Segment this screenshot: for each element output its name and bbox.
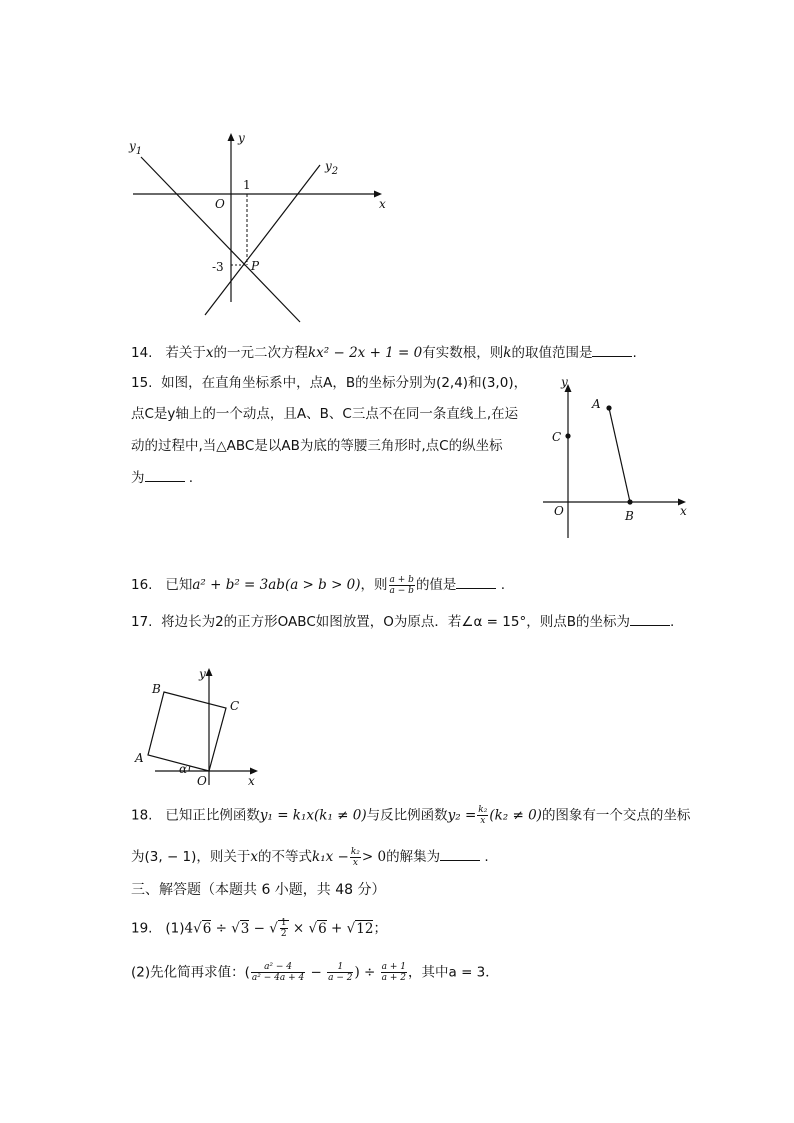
label-c: C — [230, 699, 240, 713]
figure-rotated-square — [125, 660, 270, 790]
line-y1 — [141, 157, 300, 322]
question-15-line3: 动的过程中,当△ABC是以AB为底的等腰三角形时,点C的纵坐标 — [131, 438, 503, 454]
question-15-line4: 为 . — [131, 467, 193, 488]
question-18-line2: 为(3, − 1)，则关于x的不等式k₁x − $\frac{\text{k₂}}{x}$ > 0的解集为 . — [131, 846, 489, 868]
answer-blank — [456, 574, 496, 589]
question-number: 19. — [131, 920, 153, 937]
y-axis-arrow — [228, 133, 235, 141]
question-19-part2: (2)先化简再求值：( $\frac{\text{a² − 4}}{\text{a² − 4a + 4}}$ − $\frac{1}{a - 2}$ ) ÷ $\frac{a + 1}{a + 2}$ ，其中a = 3． — [131, 962, 499, 983]
question-number: 15. — [131, 375, 153, 391]
label-y-axis: y — [238, 131, 245, 145]
equation: kx² − 2x + 1 = 0 — [307, 345, 423, 361]
question-number: 16. — [131, 577, 153, 593]
answer-blank — [630, 611, 670, 626]
label-alpha: α — [179, 762, 188, 776]
question-15-line1: 15. 如图，在直角坐标系中，点A，B的坐标分别为(2,4)和(3,0)， — [131, 375, 528, 391]
y-axis-arrow — [206, 668, 213, 676]
question-17: 17. 将边长为2的正方形OABC如图放置，O为原点．若∠α = 15°，则点B的坐标为 . — [131, 611, 674, 632]
label-a: A — [135, 751, 144, 765]
tick-neg3: -3 — [212, 260, 224, 274]
question-18-line1: 18. 已知正比例函数y₁ = k₁x(k₁ ≠ 0)与反比例函数y₂ = $\frac{\text{k₂}}{x}$ (k₂ ≠ 0)的图象有一个交点的坐标 — [131, 805, 691, 826]
angle-alpha-arc — [189, 766, 190, 771]
segment-ab — [609, 408, 630, 502]
fraction: $\frac{1}{a - 2}$ — [328, 962, 353, 983]
equation: a² + b² = 3ab(a > b > 0) — [192, 577, 361, 593]
point-c — [565, 433, 570, 438]
fraction: $\frac{\text{k₂}}{x}$ — [478, 805, 488, 826]
fraction: $\frac{\text{k₂}}{x}$ — [350, 846, 360, 868]
point-a — [606, 405, 611, 410]
question-19-part1: 19. (1)4√6 ÷ √3 − √ $\frac{1}{2}$ × √6 + √12； — [131, 918, 387, 939]
fraction: $\frac{\text{a² − 4}}{\text{a² − 4a + 4}}$ — [251, 962, 305, 983]
label-x-axis: x — [680, 504, 687, 518]
point-b — [627, 499, 632, 504]
square-oabc — [148, 692, 226, 771]
label-a: A — [592, 397, 601, 411]
fraction: $\frac{1}{2}$ — [280, 918, 287, 939]
fraction: $\frac{a + 1}{a + 2}$ — [381, 962, 407, 983]
label-y-axis: y — [561, 375, 568, 389]
label-c: C — [552, 430, 562, 444]
figure-triangle-coords — [540, 370, 695, 545]
question-16: 16. 已知a² + b² = 3ab(a > b > 0)，则 $\frac{a + b}{a - b}$ 的值是 . — [131, 574, 506, 596]
label-b: B — [625, 509, 634, 523]
tick-1: 1 — [243, 178, 251, 192]
answer-blank — [145, 467, 185, 482]
question-14: 14. 若关于x的一元二次方程kx² − 2x + 1 = 0有实数根，则k的取值范围是 . — [131, 342, 637, 363]
label-x-axis: x — [379, 197, 386, 211]
question-15-line2: 点C是y轴上的一个动点，且A、B、C三点不在同一条直线上,在运 — [131, 406, 519, 422]
label-point-p: P — [251, 259, 260, 273]
fraction: $\frac{a + b}{a - b}$ — [389, 574, 414, 596]
label-x-axis: x — [248, 774, 255, 788]
label-b: B — [152, 682, 161, 696]
question-number: 18. — [131, 807, 153, 824]
answer-blank — [592, 342, 632, 357]
label-y2: $y_2$ — [325, 159, 339, 177]
question-number: 14. — [131, 345, 153, 361]
section-title: 三、解答题（本题共 6 小题，共 48 分） — [131, 882, 386, 898]
answer-blank — [440, 846, 480, 861]
label-y-axis: y — [199, 667, 206, 681]
label-origin: O — [215, 197, 225, 211]
label-origin: O — [197, 774, 207, 788]
line-y2 — [205, 165, 320, 315]
figure-two-lines — [120, 125, 400, 330]
label-origin: O — [554, 504, 564, 518]
label-y1: $y_1$ — [129, 139, 143, 157]
question-number: 17. — [131, 614, 153, 630]
function-1: y₁ = k₁x(k₁ ≠ 0) — [259, 807, 367, 824]
